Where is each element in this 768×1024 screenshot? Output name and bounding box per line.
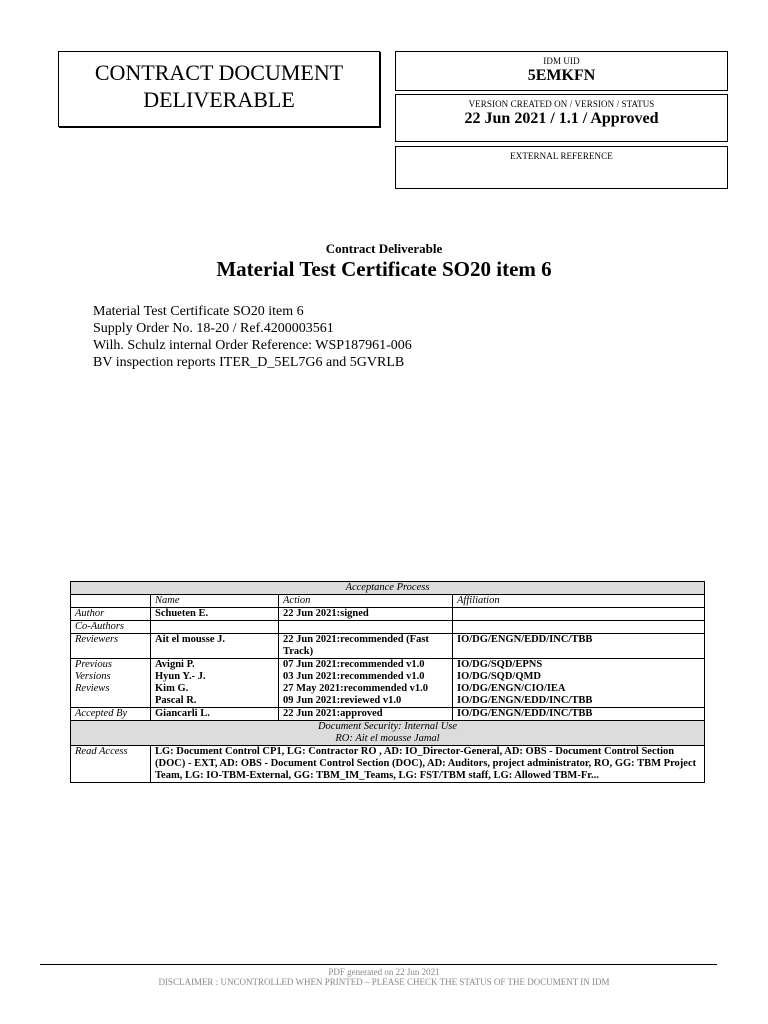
previous-names <box>151 659 279 708</box>
previous-name: Kim G. <box>155 683 189 694</box>
security-level: Document Security: Internal Use <box>317 721 458 732</box>
reviewer-name: Ait el mousse J. <box>151 634 279 659</box>
previous-name: Avigni P. <box>155 659 195 670</box>
reviewer-action: 22 Jun 2021:recommended (Fast Track) <box>279 634 453 659</box>
previous-affiliation: IO/DG/SQD/EPNS <box>457 659 543 670</box>
footer-divider <box>40 964 717 965</box>
table-row <box>71 659 705 708</box>
previous-affiliations <box>453 659 705 708</box>
responsible-officer: RO: Ait el mousse Jamal <box>335 733 440 744</box>
acceptance-process-table <box>70 581 705 783</box>
role-previous-reviews <box>71 659 151 708</box>
role-author: Author <box>71 608 151 621</box>
role-reviewers: Reviewers <box>71 634 151 659</box>
previous-action: 27 May 2021:recommended v1.0 <box>283 683 429 694</box>
previous-action: 07 Jun 2021:recommended v1.0 <box>283 659 425 670</box>
column-header-action: Action <box>279 595 453 608</box>
version-box <box>395 94 728 142</box>
idm-uid-label: IDM UID <box>543 56 580 66</box>
table-row <box>71 608 705 621</box>
read-access-list: LG: Document Control CP1, LG: Contractor RO , AD: IO_Director-General, AD: OBS - Document Control Section (DOC) - EXT, AD: OBS - Document Control Section (DOC), AD: Auditors, project administrator, RO, GG: TBM Project Team, LG: IO-TBM-External, GG: TBM_IM_Teams, LG: FST/TBM staff, LG: Allowed TBM-Fr... <box>151 746 705 783</box>
previous-name: Hyun Y.- J. <box>155 671 206 682</box>
version-label: VERSION CREATED ON / VERSION / STATUS <box>468 99 655 109</box>
description-line: Wilh. Schulz internal Order Reference: WSP187961-006 <box>93 338 412 353</box>
footer-disclaimer: DISCLAIMER : UNCONTROLLED WHEN PRINTED – PLEASE CHECK THE STATUS OF THE DOCUMENT IN IDM <box>158 977 610 987</box>
previous-actions <box>279 659 453 708</box>
role-line: Previous <box>75 659 112 670</box>
table-row <box>71 595 705 608</box>
author-affiliation <box>453 608 705 621</box>
table-row <box>71 621 705 634</box>
accepted-affiliation: IO/DG/ENGN/EDD/INC/TBB <box>453 708 705 721</box>
previous-affiliation: IO/DG/ENGN/EDD/INC/TBB <box>457 695 593 706</box>
accepted-action: 22 Jun 2021:approved <box>279 708 453 721</box>
document-title: Material Test Certificate SO20 item 6 <box>216 257 552 281</box>
document-category: Contract Deliverable <box>325 241 443 256</box>
version-value: 22 Jun 2021 / 1.1 / Approved <box>464 110 659 127</box>
table-row <box>71 746 705 783</box>
column-header-affiliation: Affiliation <box>453 595 705 608</box>
idm-uid-box <box>395 51 728 91</box>
role-coauthors: Co-Authors <box>71 621 151 634</box>
description-line: Supply Order No. 18-20 / Ref.4200003561 <box>93 321 334 336</box>
document-description <box>93 303 412 371</box>
role-line: Versions <box>75 671 111 682</box>
role-accepted-by: Accepted By <box>71 708 151 721</box>
previous-action: 09 Jun 2021:reviewed v1.0 <box>283 695 402 706</box>
read-access-label: Read Access <box>71 746 151 783</box>
external-reference-label: EXTERNAL REFERENCE <box>510 151 613 161</box>
idm-uid-value: 5EMKFN <box>527 67 596 84</box>
previous-affiliation: IO/DG/ENGN/CIO/IEA <box>457 683 566 694</box>
accepted-name: Giancarli L. <box>151 708 279 721</box>
table-row <box>71 708 705 721</box>
document-type-line2: DELIVERABLE <box>143 87 295 112</box>
reviewer-affiliation: IO/DG/ENGN/EDD/INC/TBB <box>453 634 705 659</box>
previous-name: Pascal R. <box>155 695 197 706</box>
column-header-name: Name <box>151 595 279 608</box>
acceptance-heading: Acceptance Process <box>71 582 705 595</box>
document-type-box <box>58 51 380 127</box>
table-row <box>71 721 705 746</box>
table-row <box>71 582 705 595</box>
author-name: Schueten E. <box>151 608 279 621</box>
document-type-line1: CONTRACT DOCUMENT <box>94 60 344 85</box>
previous-affiliation: IO/DG/SQD/QMD <box>457 671 542 682</box>
previous-action: 03 Jun 2021:recommended v1.0 <box>283 671 425 682</box>
table-row <box>71 634 705 659</box>
role-line: Reviews <box>75 683 110 694</box>
author-action: 22 Jun 2021:signed <box>279 608 453 621</box>
description-line: BV inspection reports ITER_D_5EL7G6 and 5GVRLB <box>93 355 405 370</box>
footer-generated: PDF generated on 22 Jun 2021 <box>328 967 440 977</box>
description-line: Material Test Certificate SO20 item 6 <box>93 304 304 319</box>
document-security <box>71 721 705 746</box>
external-reference-box <box>395 146 728 189</box>
